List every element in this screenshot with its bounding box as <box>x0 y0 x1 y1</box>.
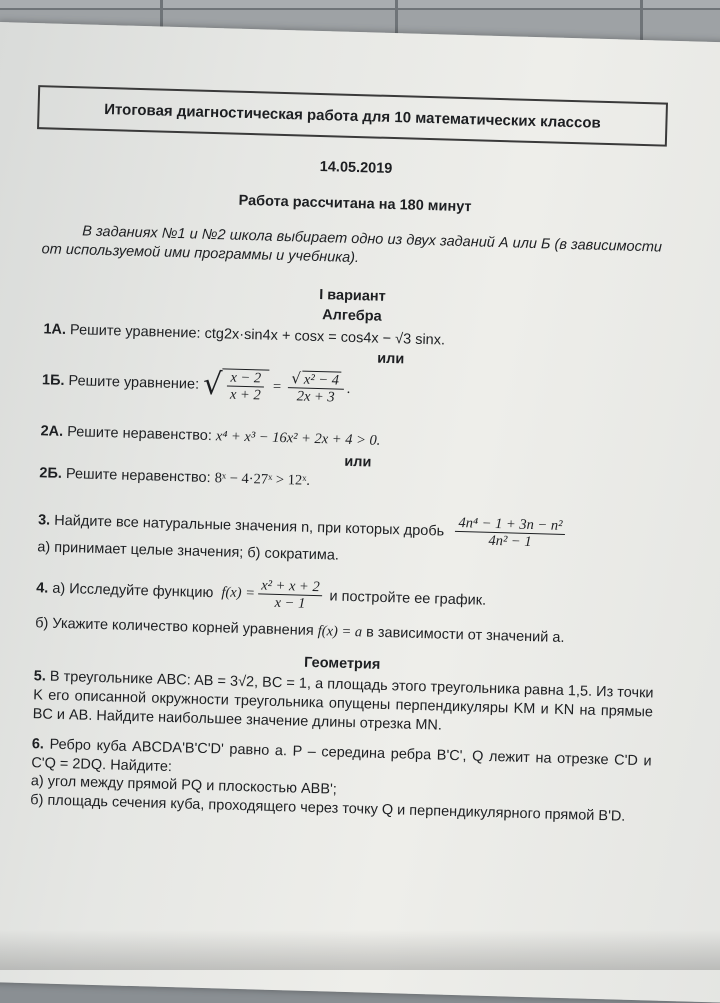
task-1a-text: Решите уравнение: <box>69 322 201 342</box>
task-4-number: 4. <box>35 579 49 597</box>
task-2a-number: 2А. <box>40 423 64 440</box>
task-4-func: f(x) = <box>221 584 256 602</box>
exam-date: 14.05.2019 <box>319 158 393 178</box>
exam-duration: Работа рассчитана на 180 минут <box>238 192 472 216</box>
task-1b-rhs-den: 2x + 3 <box>296 388 335 406</box>
task-1b-number: 1Б. <box>41 372 65 389</box>
task-4-frac-den: x − 1 <box>274 594 306 612</box>
task-4a <box>36 571 487 617</box>
instructions: В заданиях №1 и №2 школа выбирает одно из двух заданий А или Б (в зависимости от используемой ими программы и учебника). <box>41 223 663 267</box>
task-6-number: 6. <box>31 736 45 753</box>
task-2b-formula: 8ˣ − 4·27ˣ > 12ˣ. <box>214 470 311 489</box>
task-4-text-a: а) Исследуйте функцию <box>52 580 214 601</box>
task-4-text-a-end: и постройте ее график. <box>329 587 487 609</box>
task-4-frac-num: x² + x + 2 <box>258 577 323 596</box>
task-5-number: 5. <box>33 668 47 685</box>
task-6b: б) площадь сечения куба, проходящего через точку Q и перпендикулярного прямой B'D. <box>30 792 626 825</box>
task-3-number: 3. <box>37 511 51 529</box>
task-4-text-b: б) Укажите количество корней уравнения <box>35 615 314 639</box>
variant-label: I вариант <box>318 287 386 305</box>
section-geometry: Геометрия <box>303 654 381 673</box>
task-2b-number: 2Б. <box>39 465 63 482</box>
or-label-1: или <box>376 350 405 368</box>
task-5-text: В треугольнике ABC: AB = 3√2, BC = 1, а площадь этого треугольника равна 1,5. Из точки K его описанной окружности треугольника опущены перпендикуляры KM и KN на прямые BC и AB. Найдите наибольшее значение длины отрезка MN. <box>32 668 654 734</box>
section-algebra: Алгебра <box>321 307 382 325</box>
task-1b-lhs-den: x + 2 <box>229 386 261 404</box>
exam-title: Итоговая диагностическая работа для 10 математических классов <box>104 100 601 132</box>
exam-sheet <box>0 22 720 1003</box>
task-4b <box>35 615 565 647</box>
task-2a <box>40 423 380 449</box>
task-1b-lhs-num: x − 2 <box>227 369 264 387</box>
task-5 <box>32 667 653 741</box>
task-6a: а) угол между прямой PQ и плоскостью ABB'; <box>30 773 338 798</box>
task-1b: 1Б. Решите уравнение: √ $\frac{x - 2}{x + 2}$ = $\frac{\text{√ x² − 4}}{2x + 3}$ . <box>41 366 351 406</box>
task-3-frac-num: 4n⁴ − 1 + 3n − n² <box>455 515 565 535</box>
task-6-text: Ребро куба ABCDA'B'C'D' равно a. P – середина ребра B'C', Q лежит на отрезке C'D и C'Q = 2DQ. Найдите: <box>31 736 652 776</box>
task-2a-text: Решите неравенство: <box>66 424 213 445</box>
sqrt-sign-icon: √ <box>202 366 223 403</box>
task-3-frac-den: 4n² − 1 <box>488 532 532 551</box>
task-2b-text: Решите неравенство: <box>65 466 211 487</box>
bottom-shadow <box>0 930 720 970</box>
task-2a-formula: x⁴ + x³ − 16x² + 2x + 4 > 0. <box>215 428 381 449</box>
or-label-2: или <box>344 453 372 471</box>
task-1b-text: Решите уравнение: <box>68 373 200 393</box>
task-2b <box>39 465 310 490</box>
task-1a <box>43 321 445 348</box>
task-4-text-b-end: в зависимости от значений a. <box>365 624 565 646</box>
task-3-text: Найдите все натуральные значения n, при которых дробь <box>54 512 445 540</box>
task-4-eq: f(x) = a <box>317 623 363 641</box>
task-1b-rhs-num: x² − 4 <box>302 371 342 389</box>
title-box <box>37 85 668 147</box>
task-1a-formula: ctg2x·sin4x + cosx = cos4x − √3 sinx. <box>204 325 446 349</box>
sqrt-sign-icon: √ <box>291 369 302 388</box>
task-3-sub: а) принимает целые значения; б) сократима. <box>37 539 340 564</box>
task-1a-number: 1А. <box>43 321 67 338</box>
